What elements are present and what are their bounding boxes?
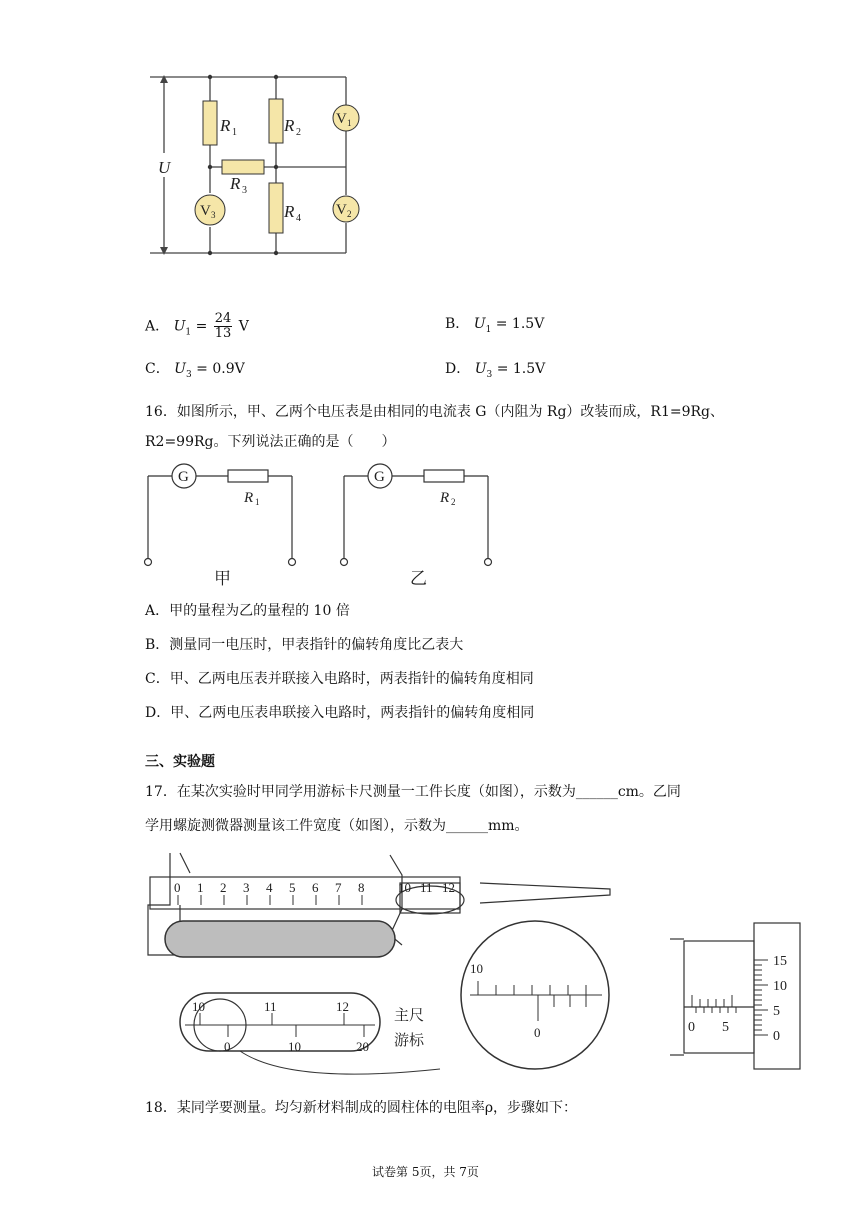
q16-option-b: B．测量同一电压时，甲表指针的偏转角度比乙表大 (145, 637, 464, 653)
q17-line1: 17．在某次实验时甲同学用游标卡尺测量一工件长度（如图），示数为______cm。乙同 (145, 784, 681, 800)
svg-text:2: 2 (220, 880, 227, 895)
option-a: A． $U_1$ = $\frac{24}{13}$ V (145, 311, 249, 341)
label-u: U (158, 158, 171, 177)
svg-text:G: G (374, 469, 385, 485)
svg-text:6: 6 (312, 880, 319, 895)
svg-text:20: 20 (356, 1039, 369, 1054)
option-b: B． $U_1 = 1.5V$ (445, 316, 545, 335)
svg-text:主尺: 主尺 (394, 1008, 425, 1024)
label-r4: R (284, 202, 295, 221)
svg-text:V: V (336, 111, 347, 127)
svg-text:10: 10 (773, 979, 787, 994)
svg-text:15: 15 (773, 954, 787, 969)
svg-text:5: 5 (773, 1004, 780, 1019)
workpiece (165, 921, 395, 957)
svg-text:11: 11 (420, 880, 433, 895)
label-r1: R (220, 116, 231, 135)
svg-text:甲: 甲 (214, 569, 231, 589)
fraction: $\frac{24}{13}$ (214, 311, 232, 341)
q16-option-d: D．甲、乙两电压表串联接入电路时，两表指针的偏转角度相同 (145, 705, 535, 721)
svg-text:1: 1 (347, 118, 352, 128)
resistor-r2-yi (424, 470, 464, 482)
svg-text:10: 10 (398, 880, 411, 895)
svg-text:R: R (244, 490, 254, 506)
svg-text:10: 10 (192, 999, 205, 1014)
option-c: C． $U_3 = 0.9V$ (145, 361, 245, 380)
resistor-r1 (203, 101, 217, 145)
svg-text:1: 1 (232, 127, 237, 138)
circuit-diagram-1 (140, 65, 370, 265)
q16-line1: 16．如图所示，甲、乙两个电压表是由相同的电流表 G（内阻为 Rg）改装而成，R1=9Rg、 (145, 404, 724, 420)
svg-text:2: 2 (451, 497, 456, 507)
page-footer: 试卷第 5页，共 7页 (372, 1165, 479, 1179)
svg-text:2: 2 (296, 127, 301, 138)
svg-text:10: 10 (470, 961, 483, 976)
svg-text:2: 2 (347, 209, 352, 219)
caliper-main-scale (178, 895, 362, 905)
resistor-r4 (269, 183, 283, 233)
label-r2: R (284, 116, 295, 135)
q18-line: 18．某同学要测量。均匀新材料制成的圆柱体的电阻率ρ，步骤如下： (145, 1100, 578, 1116)
svg-text:0: 0 (174, 880, 181, 895)
svg-text:4: 4 (296, 213, 301, 224)
q16-option-c: C．甲、乙两电压表并联接入电路时，两表指针的偏转角度相同 (145, 671, 534, 687)
svg-text:游标: 游标 (394, 1033, 425, 1049)
svg-text:3: 3 (211, 210, 216, 220)
svg-text:G: G (178, 469, 189, 485)
resistor-r2 (269, 99, 283, 143)
voltmeter-diagrams (140, 462, 510, 590)
zoom-vernier-panel (180, 993, 380, 1051)
svg-text:10: 10 (288, 1039, 301, 1054)
svg-text:8: 8 (358, 880, 365, 895)
vernier-caliper-figure (140, 845, 620, 1085)
section-heading: 三、实验题 (145, 754, 215, 770)
svg-text:0: 0 (534, 1025, 541, 1040)
svg-text:V: V (336, 202, 347, 218)
resistor-r1-jia (228, 470, 268, 482)
svg-text:0: 0 (224, 1039, 231, 1054)
svg-text:0: 0 (688, 1020, 695, 1035)
svg-text:11: 11 (264, 999, 277, 1014)
svg-text:1: 1 (255, 497, 260, 507)
q17-line2: 学用螺旋测微器测量该工件宽度（如图），示数为______mm。 (145, 818, 529, 834)
svg-text:3: 3 (243, 880, 250, 895)
q16-option-a: A．甲的量程为乙的量程的 10 倍 (145, 603, 350, 619)
svg-text:5: 5 (289, 880, 296, 895)
label-r3: R (230, 174, 241, 193)
svg-text:7: 7 (335, 880, 342, 895)
svg-text:12: 12 (442, 880, 455, 895)
svg-text:0: 0 (773, 1029, 780, 1044)
svg-text:5: 5 (722, 1020, 729, 1035)
svg-text:乙: 乙 (410, 569, 427, 589)
svg-text:3: 3 (242, 185, 247, 196)
svg-text:4: 4 (266, 880, 273, 895)
svg-text:1: 1 (197, 880, 204, 895)
micrometer-figure (670, 915, 805, 1075)
svg-text:12: 12 (336, 999, 349, 1014)
option-d: D． $U_3 = 1.5V$ (445, 361, 546, 380)
svg-text:V: V (200, 203, 211, 219)
svg-text:R: R (440, 490, 450, 506)
q16-line2: R2=99Rg。下列说法正确的是（ ） (145, 434, 396, 450)
resistor-r3 (222, 160, 264, 174)
